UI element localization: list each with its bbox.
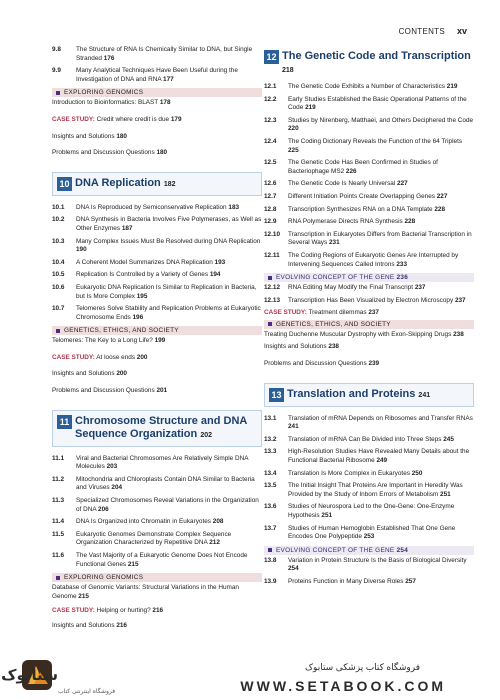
running-head: CONTENTS (398, 27, 445, 36)
store-url[interactable]: WWW.SETABOOK.COM (240, 678, 446, 694)
toc-entry[interactable]: 9.9 Many Analytical Techniques Have Been Useful during the Investigation of DNA and RNA 177 (52, 67, 238, 83)
toc-entry[interactable]: 12.6 The Genetic Code Is Nearly Universal 227 (264, 180, 408, 188)
toc-entry[interactable]: Insights and Solutions 216 (52, 621, 127, 629)
toc-entry[interactable]: 13.5 The Initial Insight That Proteins Are Important in Heredity Was Provided by the Study of Inborn Errors of Metabolism 251 (264, 482, 463, 498)
toc-entry[interactable]: Telomeres: The Key to a Long Life? 199 (52, 337, 166, 345)
toc-entry[interactable]: 10.6 Eukaryotic DNA Replication Is Similar to Replication in Bacteria, but Is More Complex 195 (52, 283, 257, 300)
toc-entry[interactable]: 13.7 Studies of Human Hemoglobin Established That One Gene Encodes One Polypeptide 253 (264, 524, 456, 541)
toc-entry[interactable]: 11.6 The Vast Majority of a Eukaryotic Genome Does Not Encode Functional Genes 215 (52, 552, 248, 568)
toc-entry[interactable]: 12.11 The Coding Regions of Eukaryotic Genes Are Interrupted by Intervening Sequences Called Introns 233 (264, 251, 459, 268)
toc-entry[interactable]: 10.5 Replication Is Controlled by a Variety of Genes 194 (52, 271, 221, 279)
case-study-entry[interactable]: CASE STUDY: At loose ends 200 (52, 353, 148, 361)
toc-entry[interactable]: 12.4 The Coding Dictionary Reveals the Function of the 64 Triplets 225 (264, 137, 463, 154)
toc-entry[interactable]: 12.10 Transcription in Eukaryotes Differs from Bacterial Transcription in Several Ways 231 (264, 230, 472, 247)
case-study-entry[interactable]: CASE STUDY: Credit where credit is due 179 (52, 115, 182, 123)
toc-entry[interactable]: Problems and Discussion Questions 201 (52, 387, 168, 395)
toc-entry[interactable]: 12.9 RNA Polymerase Directs RNA Synthesis 228 (264, 218, 416, 226)
toc-entry[interactable]: Problems and Discussion Questions 239 (264, 360, 380, 368)
chapter-heading[interactable]: 11 Chromosome Structure and DNA Sequence Organization 202 (52, 410, 262, 447)
section-banner: GENETICS, ETHICS, AND SOCIETY (264, 320, 474, 329)
toc-entry[interactable]: 12.13 Transcription Has Been Visualized by Electron Microscopy 237 (264, 296, 466, 304)
toc-entry[interactable]: 10.1 DNA Is Reproduced by Semiconservative Replication 183 (52, 203, 240, 211)
toc-entry[interactable]: 13.9 Proteins Function in Many Diverse Roles 257 (264, 577, 416, 585)
toc-entry[interactable]: 10.4 A Coherent Model Summarizes DNA Replication 193 (52, 258, 226, 266)
toc-entry[interactable]: Insights and Solutions 238 (264, 343, 339, 351)
store-slogan: فروشگاه کتاب پزشکی ستابوک (305, 662, 420, 672)
toc-entry[interactable]: Problems and Discussion Questions 180 (52, 149, 168, 157)
toc-entry[interactable]: 13.8 Variation in Protein Structure Is the Basis of Biological Diversity 254 (264, 556, 467, 573)
section-banner: EXPLORING GENOMICS (52, 573, 262, 582)
left-column (52, 46, 262, 639)
toc-entry[interactable]: 10.7 Telomeres Solve Stability and Replication Problems at Eukaryotic Chromosome Ends 196 (52, 305, 261, 321)
toc-entry[interactable]: 10.2 DNA Synthesis in Bacteria Involves Five Polymerases, as Well as Other Enzymes 187 (52, 216, 262, 232)
toc-entry[interactable]: 12.7 Different Initiation Points Create Overlapping Genes 227 (264, 192, 448, 200)
toc-entry[interactable]: Database of Genomic Variants: Structural Variations in the Human Genome 215 (52, 584, 239, 600)
toc-entry[interactable]: 12.3 Studies by Nirenberg, Matthaei, and Others Deciphered the Code 220 (264, 116, 474, 133)
toc-entry[interactable]: 13.2 Translation of mRNA Can Be Divided into Three Steps 245 (264, 435, 454, 443)
toc-entry[interactable]: 9.8 The Structure of RNA Is Chemically Similar to DNA, but Single Stranded 176 (52, 46, 253, 62)
section-banner: EXPLORING GENOMICS (52, 88, 262, 97)
setabook-logo-icon (1, 658, 140, 698)
case-study-entry[interactable]: CASE STUDY: Helping or hurting? 216 (52, 607, 164, 615)
toc-entry[interactable]: Insights and Solutions 180 (52, 132, 127, 140)
toc-entry[interactable]: 12.1 The Genetic Code Exhibits a Number of Characteristics 219 (264, 83, 458, 90)
toc-entry[interactable]: 11.1 Viral and Bacterial Chromosomes Are Relatively Simple DNA Molecules 203 (52, 454, 249, 471)
watermark-footer (0, 652, 500, 700)
chapter-heading[interactable]: 12 The Genetic Code and Transcription 218 (264, 46, 474, 77)
chapter-heading[interactable]: 13 Translation and Proteins 241 (264, 383, 474, 407)
toc-entry[interactable]: Introduction to Bioinformatics: BLAST 178 (52, 99, 171, 107)
chapter-heading[interactable]: 10 DNA Replication 182 (52, 172, 262, 196)
page-header (0, 0, 500, 40)
square-bullet-icon (56, 91, 60, 95)
toc-entry[interactable]: 13.3 High-Resolution Studies Have Revealed Many Details about the Functional Bacterial Ribosome 249 (264, 448, 470, 465)
toc-entry[interactable]: 12.2 Early Studies Established the Basic Operational Patterns of the Code 219 (264, 95, 467, 112)
toc-entry[interactable]: 13.6 Studies of Neurospora Led to the One-Gene: One-Enzyme Hypothesis 251 (264, 503, 455, 519)
toc-entry[interactable]: 11.2 Mitochondria and Chloroplasts Contain DNA Similar to Bacteria and Viruses 204 (52, 475, 255, 492)
svg-text:ستابوک: ستابوک (1, 666, 58, 684)
toc-entry[interactable]: 12.12 RNA Editing May Modify the Final Transcript 237 (264, 284, 426, 292)
right-column (264, 46, 474, 591)
square-bullet-icon (268, 548, 272, 552)
evolving-concept-banner[interactable]: EVOLVING CONCEPT OF THE GENE 236 (264, 273, 474, 282)
toc-entry[interactable]: 11.5 Eukaryotic Genomes Demonstrate Complex Sequence Organization Characterized by Repetitive DNA 212 (52, 530, 232, 547)
toc-entry[interactable]: Treating Duchenne Muscular Dystrophy with Exon-Skipping Drugs 238 (264, 330, 464, 338)
toc-entry[interactable]: 11.4 DNA Is Organized into Chromatin in Eukaryotes 208 (52, 518, 224, 526)
page-number: xv (456, 26, 467, 36)
square-bullet-icon (56, 576, 60, 580)
case-study-entry[interactable]: CASE STUDY: Treatment dilemmas 237 (264, 309, 379, 317)
toc-entry[interactable]: 12.5 The Genetic Code Has Been Confirmed in Studies of Bacteriophage MS2 226 (264, 159, 438, 175)
toc-entry[interactable]: 10.3 Many Complex Issues Must Be Resolved during DNA Replication 190 (52, 237, 261, 254)
toc-entry[interactable]: Insights and Solutions 200 (52, 370, 127, 378)
square-bullet-icon (268, 322, 272, 326)
evolving-concept-banner[interactable]: EVOLVING CONCEPT OF THE GENE 254 (264, 546, 474, 555)
toc-entry[interactable]: 13.4 Translation Is More Complex in Eukaryotes 250 (264, 469, 423, 477)
square-bullet-icon (268, 276, 272, 280)
section-banner: GENETICS, ETHICS, AND SOCIETY (52, 326, 262, 335)
toc-entry[interactable]: 12.8 Transcription Synthesizes RNA on a DNA Template 228 (264, 205, 446, 213)
svg-text:فروشگاه اینترنتی کتاب: فروشگاه اینترنتی کتاب (58, 688, 116, 695)
square-bullet-icon (56, 329, 60, 333)
toc-entry[interactable]: 13.1 Translation of mRNA Depends on Ribosomes and Transfer RNAs 241 (264, 414, 473, 431)
toc-entry[interactable]: 11.3 Specialized Chromosomes Reveal Variations in the Organization of DNA 206 (52, 497, 259, 513)
